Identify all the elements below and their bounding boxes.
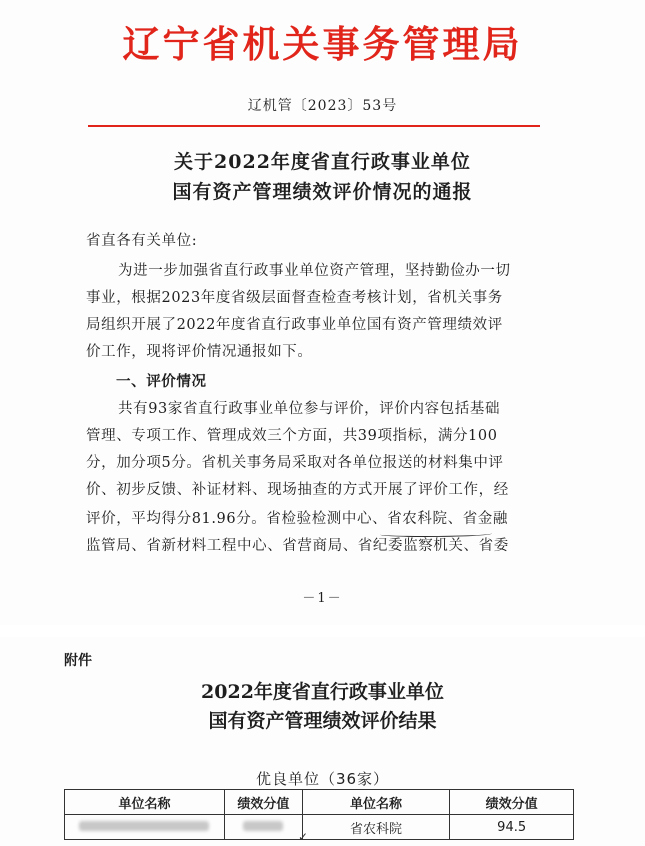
table-header-row	[65, 790, 574, 815]
page-gap	[0, 625, 645, 637]
header-unit-name-left: 单位名称	[65, 790, 225, 815]
right-unit-score: 94.5	[450, 815, 574, 840]
header-score-right: 绩效分值	[450, 790, 574, 815]
doc-title-line-1: 关于2022年度省直行政事业单位	[174, 151, 471, 173]
section-line-3: 分，加分项5分。省机关事务局采取对各单位报送的材料集中评	[86, 455, 504, 471]
body-line-2: 事业，根据2023年度省级层面督查检查考核计划，省机关事务	[86, 290, 503, 306]
redacted-score	[224, 815, 302, 840]
body-line-4: 价工作，现将评价情况通报如下。	[86, 344, 313, 360]
section-heading: 一、评价情况	[116, 373, 207, 390]
right-unit-name: 省农科院	[302, 815, 450, 840]
header-unit-name-right: 单位名称	[302, 790, 450, 815]
section-line-2: 管理、专项工作、管理成效三个方面，共39项指标，满分100	[86, 428, 498, 444]
document-number: 辽机管〔2023〕53号	[247, 98, 398, 114]
results-title-line-2: 国有资产管理绩效评价结果	[208, 710, 437, 732]
redacted-unit-name	[65, 815, 225, 840]
page-number: －1－	[302, 591, 343, 606]
doc-title-line-2: 国有资产管理绩效评价情况的通报	[172, 181, 473, 203]
header-score-left: 绩效分值	[224, 790, 302, 815]
table-caption: 优良单位（36家）	[255, 770, 390, 788]
salutation: 省直各有关单位:	[86, 233, 198, 249]
issuer-header: 辽宁省机关事务管理局	[122, 22, 523, 66]
section-line-1: 共有93家省直行政事业单位参与评价，评价内容包括基础	[118, 401, 501, 417]
results-table	[64, 789, 574, 840]
section-line-5: 评价，平均得分81.96分。省检验检测中心、省农科院、省金融	[86, 511, 509, 527]
table-row	[65, 815, 574, 840]
results-title-line-1: 2022年度省直行政事业单位	[201, 681, 444, 703]
attachment-label: 附件	[64, 653, 92, 669]
body-line-3: 局组织开展了2022年度省直行政事业单位国有资产管理绩效评	[86, 317, 503, 333]
section-line-6: 监管局、省新材料工程中心、省营商局、省纪委监察机关、省委	[86, 538, 509, 554]
body-line-1: 为进一步加强省直行政事业单位资产管理，坚持勤俭办一切	[118, 263, 511, 279]
page-two	[0, 637, 645, 846]
section-line-4: 价、初步反馈、补证材料、现场抽查的方式开展了评价工作，经	[86, 482, 509, 498]
red-divider	[88, 125, 540, 127]
pen-check-mark: ✓	[298, 830, 309, 844]
